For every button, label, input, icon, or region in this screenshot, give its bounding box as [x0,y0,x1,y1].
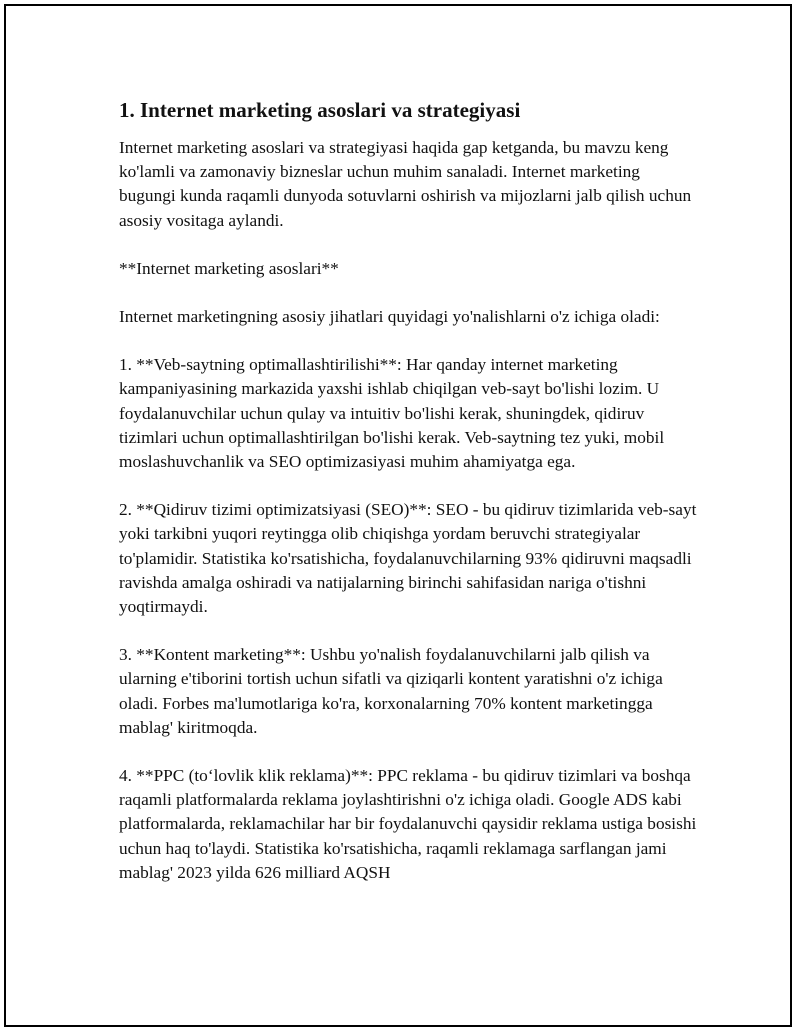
subheading-paragraph: **Internet marketing asoslari** [119,258,339,278]
list-item-content-marketing: 3. **Kontent marketing**: Ushbu yo'nalish foydalanuvchilarni jalb qilish va ularning e'tiborini tortish uchun sifatli va qiziqarli kontent yaratishni o'z ichiga oladi. Forbes ma'lumotlariga ko'ra, korxonalarning 70% kontent marketingga mablag' kiritmoqda. [119,645,663,737]
list-item-website: 1. **Veb-saytning optimallashtirilishi**: Har qanday internet marketing kampaniyasining markazida yaxshi ishlab chiqilgan veb-sayt bo'lishi lozim. U foydalanuvchilar uchun qulay va intuitiv bo'lishi kerak, shuningdek, qidiruv tizimlari uchun optimallashtirilgan bo'lishi kerak. Veb-saytning tez yuki, mobil moslashuvchanlik va SEO optimizasiyasi muhim ahamiyatga ega. [119,355,665,472]
list-item-seo: 2. **Qidiruv tizimi optimizatsiyasi (SEO)**: SEO - bu qidiruv tizimlarida veb-sayt yoki tarkibni yuqori reytingga olib chiqishga yordam beruvchi strategiyalar to'plamidir. Statistika ko'rsatishicha, foydalanuvchilarning 93% qidiruvni maqsadli ravishda amalga oshiradi va natijalarning birinchi sahifasidan nariga o'tishni yoqtirmaydi. [119,500,697,617]
section-heading: 1. Internet marketing asoslari va strategiyasi [119,98,521,122]
list-item-ppc: 4. **PPC (to‘lovlik klik reklama)**: PPC reklama - bu qidiruv tizimlari va boshqa raqamli platformalarda reklama joylashtirishni o'z ichiga oladi. Google ADS kabi platformalarda, reklamachilar har bir foydalanuvchi qaysidir reklama ustiga bosishi uchun haq to'laydi. Statistika ko'rsatishicha, raqamli reklamaga sarflangan jami mablag' 2023 yilda 626 milliard AQSH [119,766,697,882]
lead-paragraph: Internet marketingning asosiy jihatlari quyidagi yo'nalishlarni o'z ichiga oladi: [119,307,660,327]
intro-paragraph: Internet marketing asoslari va strategiyasi haqida gap ketganda, bu mavzu keng ko'lamli va zamonaviy bizneslar uchun muhim sanaladi. Internet marketing bugungi kunda raqamli dunyoda sotuvlarni oshirish va mijozlarni jalb qilish uchun asosiy vositaga aylandi. [119,138,692,230]
document-content [119,94,699,885]
document-page [4,4,792,1027]
